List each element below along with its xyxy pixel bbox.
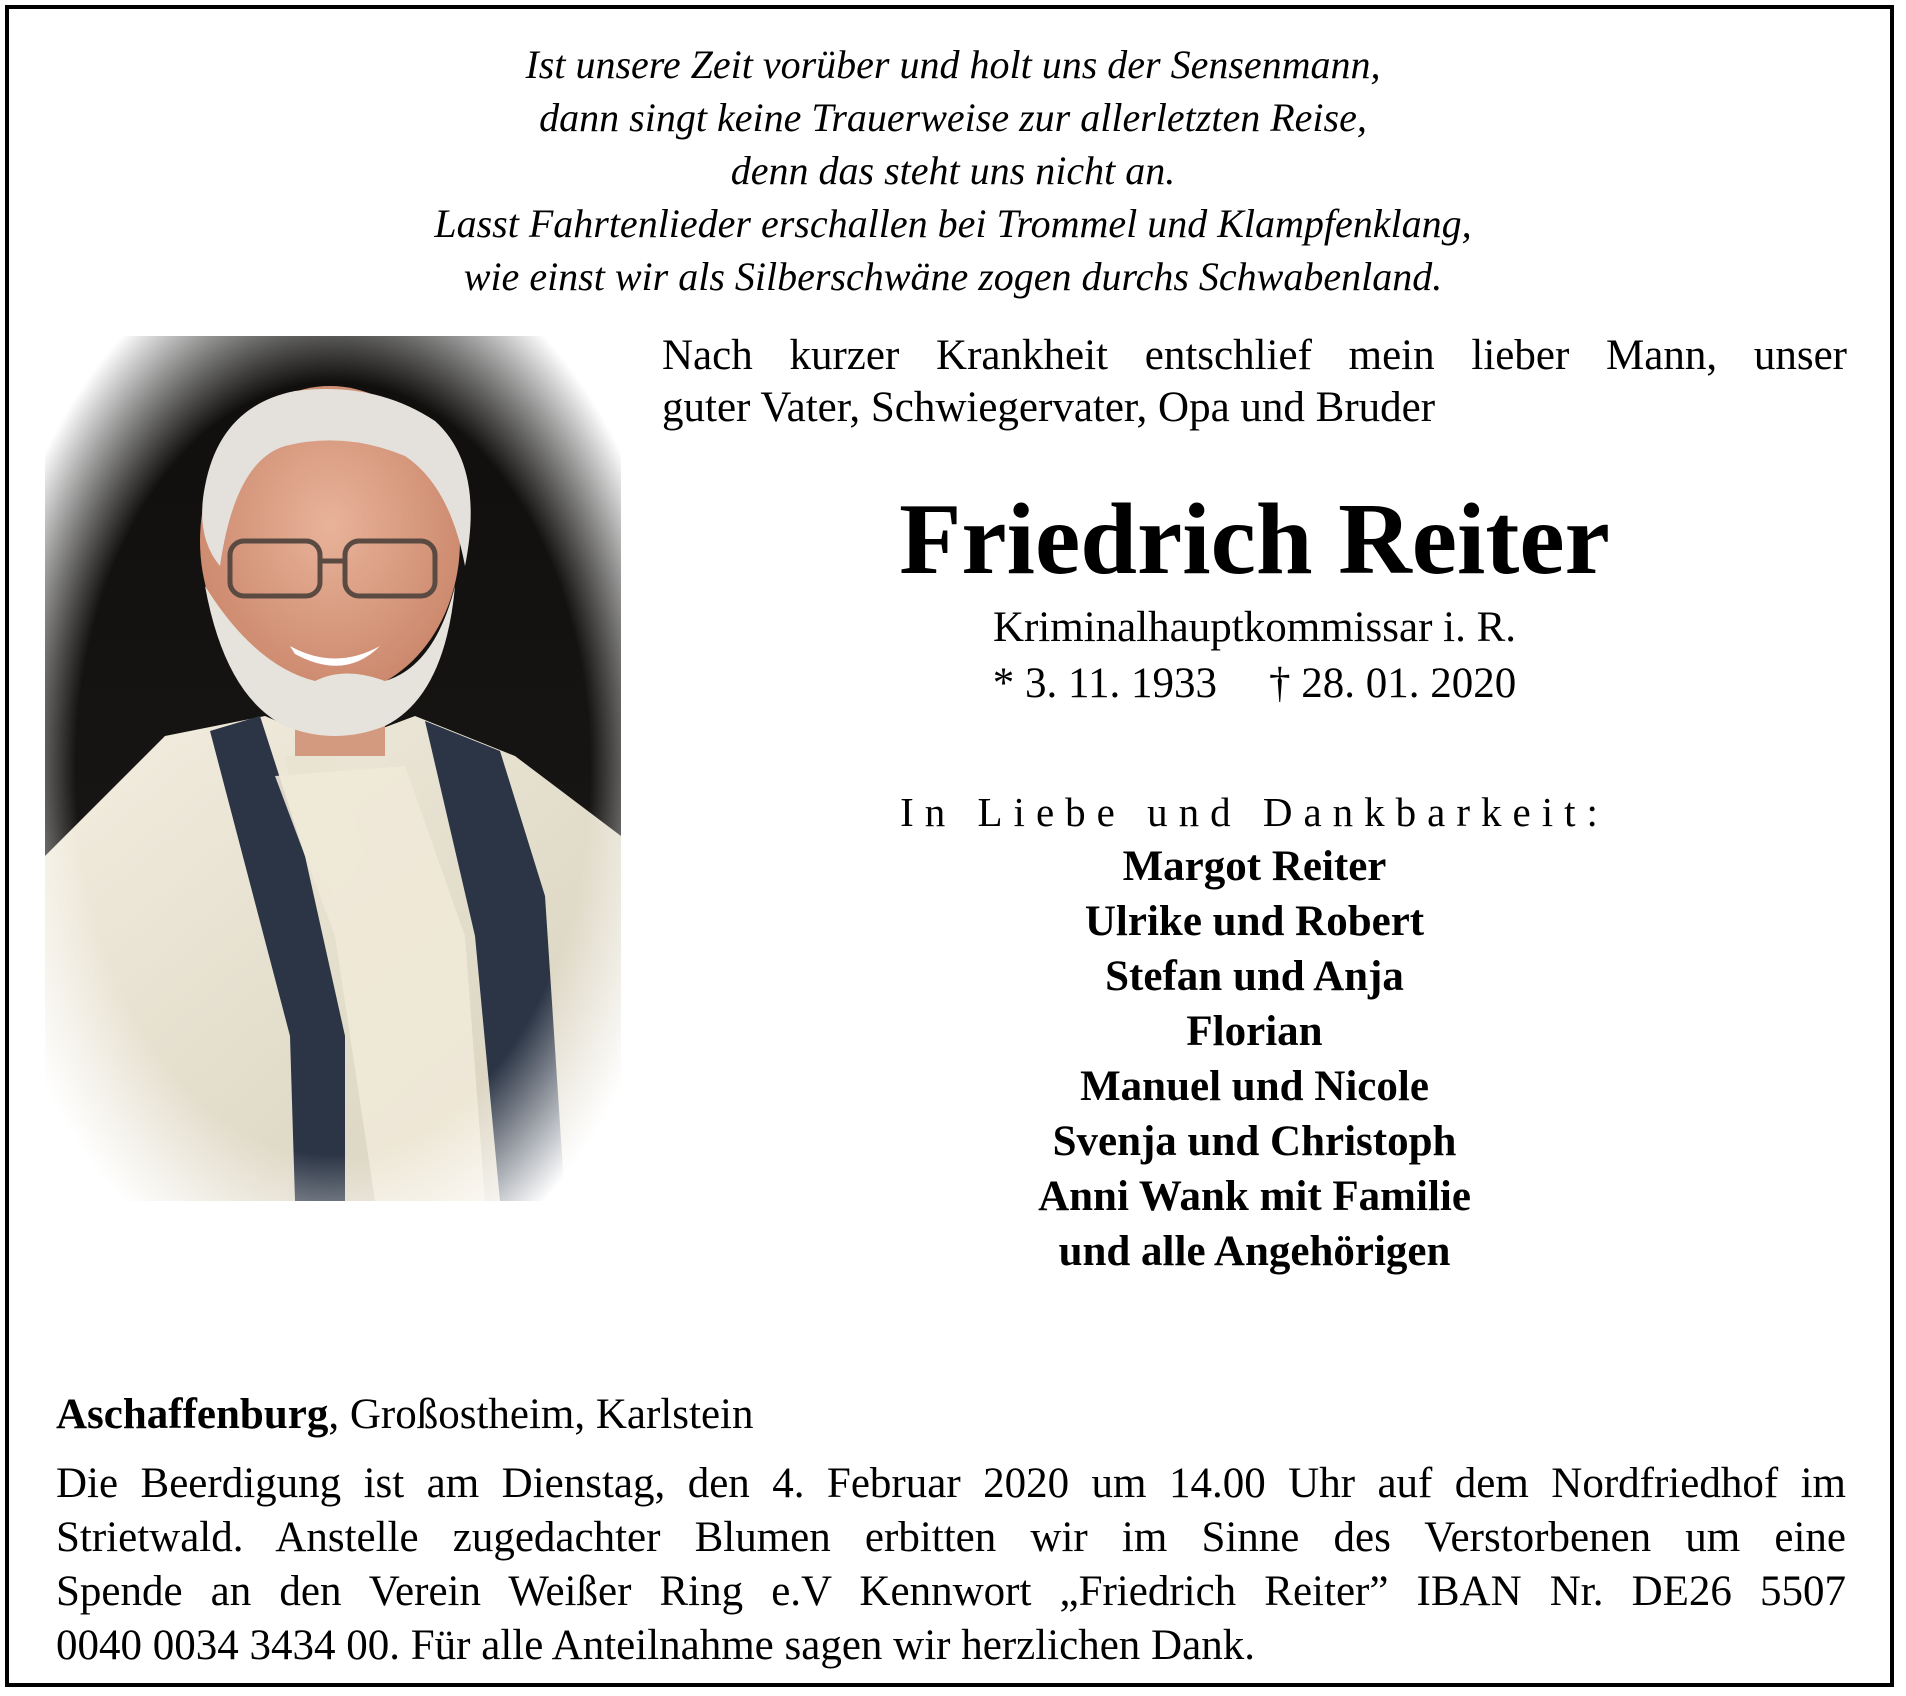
poem-line: Ist unsere Zeit vorüber und holt uns der Sensenmann,: [525, 42, 1381, 87]
death-announcement: [662, 330, 1847, 434]
mourner-name: Svenja und Christoph: [1052, 1118, 1457, 1165]
places-line: [56, 1389, 1846, 1441]
death-date: † 28. 01. 2020: [1268, 660, 1517, 707]
mourner-name: Manuel und Nicole: [1080, 1063, 1429, 1110]
intro-line: guter Vater, Schwiegervater, Opa und Bruder: [662, 384, 1436, 431]
other-places: , Großostheim, Karlstein: [328, 1391, 754, 1438]
mourner-name: Florian: [1186, 1008, 1323, 1055]
intro-line: Nach kurzer Krankheit entschlief mein lieber Mann, unser: [662, 332, 1847, 379]
memorial-poem: [0, 38, 1906, 303]
mourner-name: Margot Reiter: [1122, 843, 1387, 890]
funeral-line: Die Beerdigung ist am Dienstag, den 4. Februar 2020 um 14.00 Uhr auf dem Nordfriedhof im: [56, 1460, 1846, 1507]
main-place: Aschaffenburg: [56, 1391, 329, 1438]
funeral-notice: [56, 1457, 1846, 1673]
poem-line: Lasst Fahrtenlieder erschallen bei Trommel und Klampfenklang,: [434, 201, 1472, 246]
mourner-name: Anni Wank mit Familie: [1038, 1173, 1471, 1220]
deceased-title: Kriminalhauptkommissar i. R.: [992, 604, 1517, 651]
life-dates: [662, 658, 1847, 710]
poem-line: dann singt keine Trauerweise zur allerletzten Reise,: [539, 95, 1367, 140]
poem-line: wie einst wir als Silberschwäne zogen durchs Schwabenland.: [463, 254, 1443, 299]
mourner-name: Stefan und Anja: [1105, 953, 1404, 1000]
birth-date: * 3. 11. 1933: [992, 660, 1217, 707]
mourners-list: [662, 839, 1847, 1279]
portrait-photo: [45, 336, 621, 1201]
funeral-line: Strietwald. Anstelle zugedachter Blumen erbitten wir im Sinne des Verstorbenen um eine: [56, 1514, 1846, 1561]
funeral-line: Spende an den Verein Weißer Ring e.V Kennwort „Friedrich Reiter” IBAN Nr. DE26 5507: [56, 1568, 1846, 1615]
thanks-heading: In Liebe und Dankbarkeit:: [900, 789, 1609, 835]
poem-line: denn das steht uns nicht an.: [730, 148, 1176, 193]
mourner-name: und alle Angehörigen: [1058, 1228, 1451, 1275]
mourner-name: Ulrike und Robert: [1084, 898, 1425, 945]
funeral-line: 0040 0034 3434 00. Für alle Anteilnahme sagen wir herzlichen Dank.: [56, 1622, 1255, 1669]
deceased-name: Friedrich Reiter: [899, 483, 1610, 596]
